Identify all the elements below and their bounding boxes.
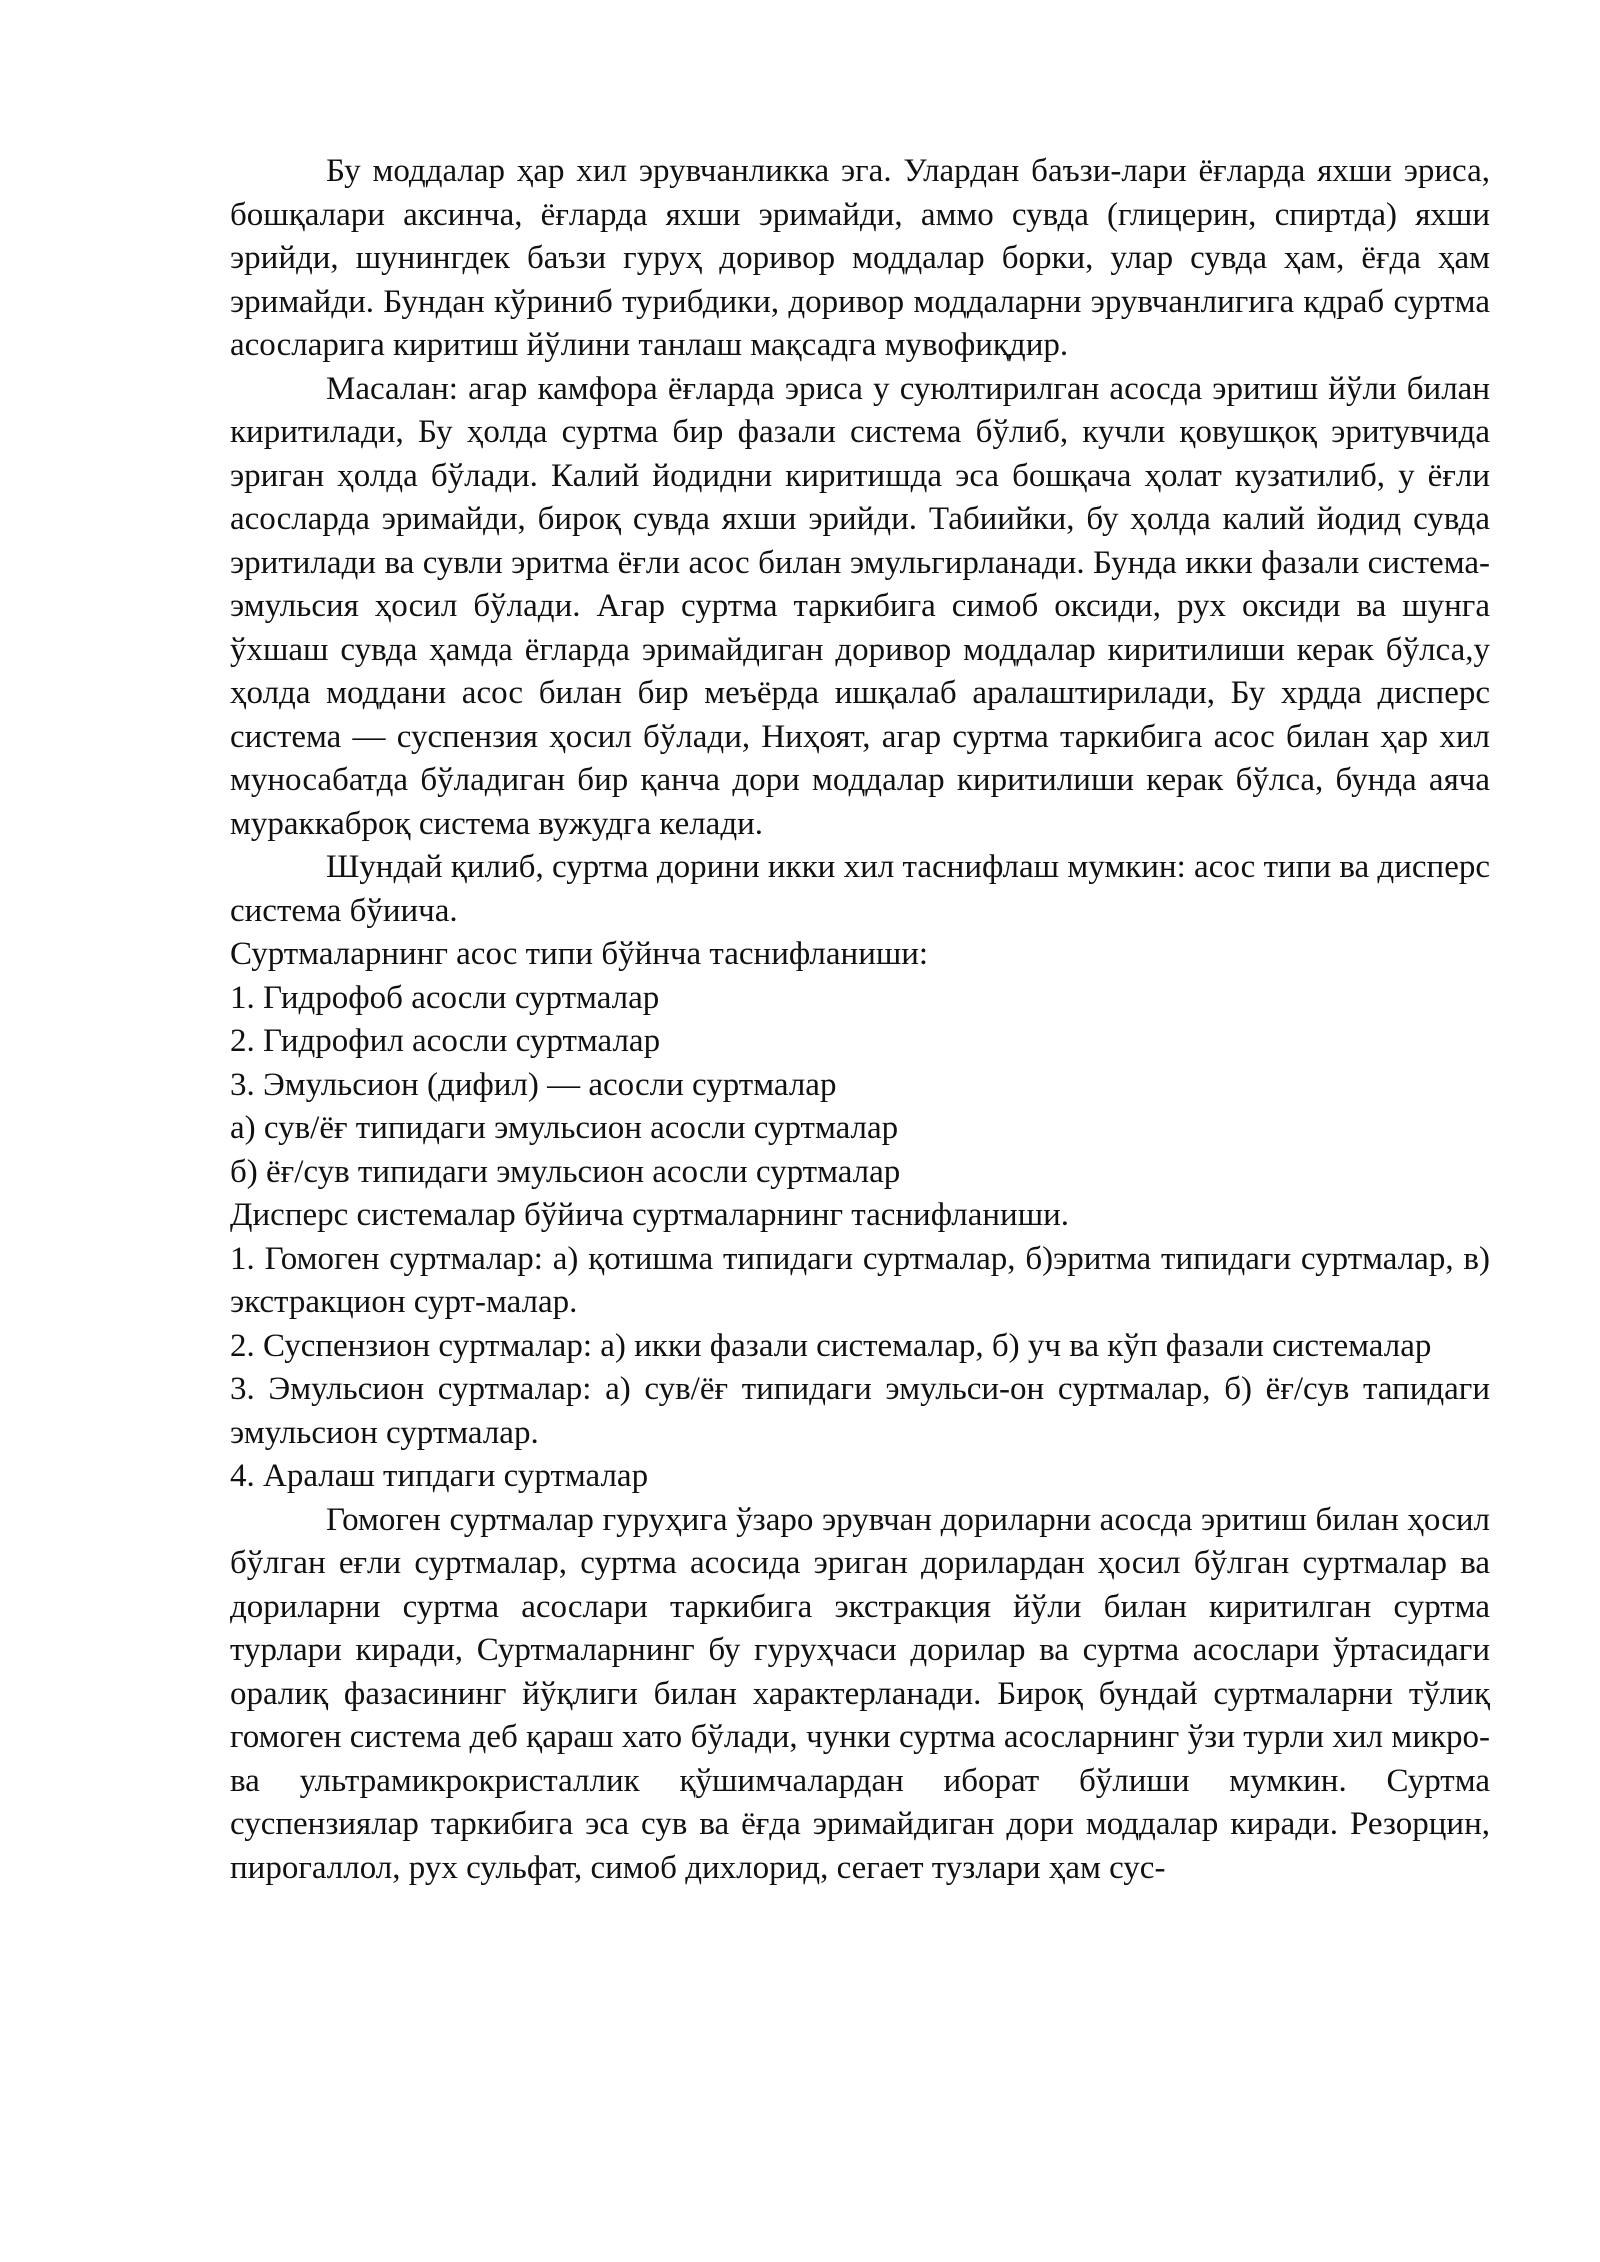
base-type-item-3b: б) ёғ/сув типидаги эмульсион асосли суртмалар	[230, 1153, 901, 1190]
base-type-item-3a: а) сув/ёғ типидаги эмульсион асосли суртмалар	[230, 1110, 899, 1146]
disperse-item-2: 2. Суспензион суртмалар: а) икки фазали системалар, б) уч ва кўп фазали системалар	[230, 1327, 1432, 1364]
disperse-item-3: 3. Эмульсион суртмалар: а) сув/ёғ типидаги эмульси-он суртмалар, б) ёғ/сув тапидаги эмульсион суртмалар.	[230, 1371, 1490, 1451]
paragraph-homogeneous: Гомоген суртмалар гуруҳига ўзаро эрувчан дориларни асосда эритиш билан ҳосил бўлган еғли суртмалар, суртма асосида эриган дорилардан ҳосил бўлган суртмалар ва дориларни суртма асослари таркибига экстракция йўли билан киритилган суртма турлари киради, Суртмаларнинг бу гуруҳчаси дорилар ва суртма асослари ўртасидаги оралиқ фазасининг йўқлиги билан характерланади. Бироқ бундай суртмаларни тўлиқ гомоген система деб қараш хато бўлади, чунки суртма асосларнинг ўзи турли хил микро-ва ультрамикрокристаллик қўшимчалардан иборат бўлиши мумкин. Суртма суспензиялар таркибига эса сув ва ёғда эримайдиган дори моддалар киради. Резорцин, пирогаллол, рух сульфат, симоб дихлорид, сегает тузлари ҳам сус-	[230, 1501, 1490, 1886]
paragraph-example: Масалан: агар камфора ёғларда эриса у суюлтирилган асосда эритиш йўли билан киритилади, Бу ҳолда суртма бир фазали система бўлиб, кучли қовушқоқ эритувчида эриган ҳолда бўлади. Калий йодидни киритишда эса бошқача ҳолат кузатилиб, у ёғли асосларда эримайди, бироқ сувда яхши эрийди. Табиийки, бу ҳолда калий йодид сувда эритилади ва сувли эритма ёғли асос билан эмульгирланади. Бунда икки фазали система-эмульсия ҳосил бўлади. Агар суртма таркибига симоб оксиди, рух оксиди ва шунга ўхшаш сувда ҳамда ёгларда эримайдиган доривор моддалар киритилиши керак бўлса,у ҳолда моддани асос билан бир меъёрда ишқалаб аралаштирилади, Бу хрдда дисперс система — суспензия ҳосил бўлади, Ниҳоят, агар суртма таркибига асос билан ҳар хил муносабатда бўладиган бир қанча дори моддалар киритилиши керак бўлса, бунда аяча мураккаброқ система вужудга келади.	[230, 370, 1490, 842]
base-type-item-2: 2. Гидрофил асосли суртмалар	[230, 1023, 661, 1059]
base-type-item-3: 3. Эмульсион (дифил) — асосли суртмалар	[230, 1066, 837, 1103]
paragraph-classification-intro: Шундай қилиб, суртма дорини икки хил таснифлаш мумкин: асос типи ва дисперс система бўиича.	[230, 849, 1490, 929]
document-page	[230, 150, 1490, 1890]
paragraph-solubility: Бу моддалар ҳар хил эрувчанликка эга. Улардан баъзи-лари ёғларда яхши эриса, бошқалари аксинча, ёғларда яхши эримайди, аммо сувда (глицерин, спиртда) яхши эрийди, шунингдек баъзи гуруҳ доривор моддалар борки, улар сувда ҳам, ёғда ҳам эримайди. Бундан кўриниб турибдики, доривор моддаларни эрувчанлигига кдраб суртма асосларига киритиш йўлини танлаш мақсадга мувофиқдир.	[230, 153, 1490, 363]
disperse-item-4: 4. Аралаш типдаги суртмалар	[230, 1458, 649, 1494]
base-type-item-1: 1. Гидрофоб асосли суртмалар	[230, 979, 660, 1016]
base-type-heading: Суртмаларнинг асос типи бўйнча таснифланиши:	[230, 936, 929, 972]
disperse-item-1: 1. Гомоген суртмалар: а) қотишма типидаги суртмалар, б)эритма типидаги суртмалар, в) экстракцион сурт-малар.	[230, 1240, 1490, 1320]
disperse-heading: Дисперс системалар бўйича суртмаларнинг таснифланиши.	[230, 1197, 1070, 1233]
